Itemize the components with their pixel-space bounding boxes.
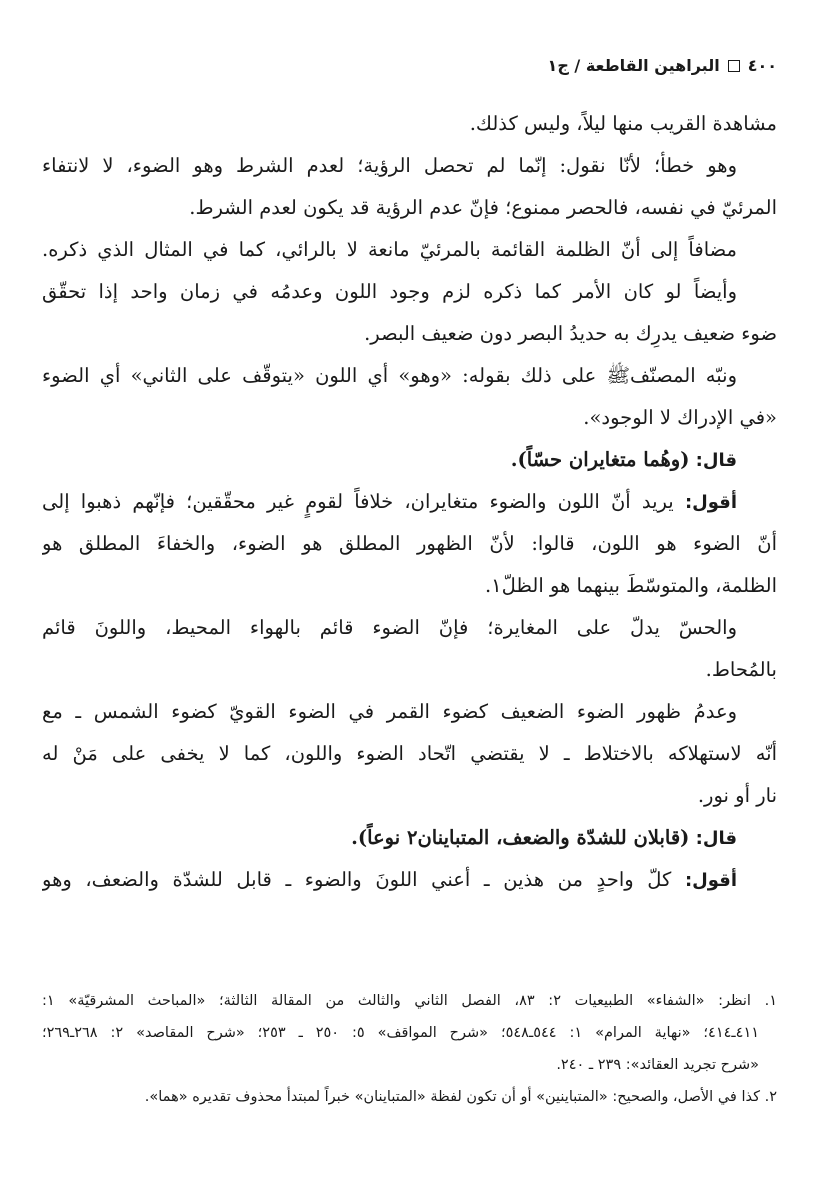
text-line: أنّ الضوء هو اللون، قالوا: لأنّ الظهور المطلق هو الضوء، والخفاءَ المطلق هو <box>42 532 777 555</box>
footnote-1-line: ١. انظر: «الشفاء» الطبيعيات ٢: ٨٣، الفصل الثاني والثالث من المقالة الثالثة؛ «المباحث المشرقيّة» ١: <box>42 993 777 1009</box>
text-line: ضوء ضعيف يدرِك به حديدُ البصر دون ضعيف البصر. <box>364 322 777 345</box>
commentary-line <box>42 481 777 523</box>
text-line: ونبّه المصنّفﷺ على ذلك بقوله: «وهو» أي اللون «يتوقّف على الثاني» أي الضوء <box>42 364 737 387</box>
commentary-text: يريد أنّ اللون والضوء متغايران، خلافاً لقومٍ غير محقّقين؛ فإنّهم ذهبوا إلى <box>42 490 674 513</box>
speaker-label: قال: <box>695 450 737 471</box>
text-line: الظلمة، والمتوسّطَ بينهما هو الظلّ١. <box>484 574 777 597</box>
speaker-label: قال: <box>695 828 737 849</box>
matn-quote: (قابلان للشدّة والضعف، المتباينان٢ نوعاً). <box>351 826 690 849</box>
footnotes <box>42 985 777 1113</box>
text-line: والحسّ يدلّ على المغايرة؛ فإنّ الضوء قائم بالهواء المحيط، واللونَ قائم <box>42 616 737 639</box>
book-title: البراهين القاطعة / ج١ <box>547 56 720 75</box>
footnote-2: ٢. كذا في الأصل، والصحيح: «المتباينين» أو أن تكون لفظة «المتباينان» خبراً لمبتدأ محذوف تقديره «هما». <box>144 1089 777 1105</box>
speaker-label: أقول: <box>684 492 738 513</box>
matn-quote: (وهُما متغايران حسّاً). <box>510 448 690 471</box>
text-line: وهو خطأ؛ لأنّا نقول: إنّما لم تحصل الرؤية؛ لعدم الشرط وهو الضوء، لا لانتفاء <box>42 154 737 177</box>
text-line: المرئيّ في نفسه، فالحصر ممنوع؛ فإنّ عدم الرؤية قد يكون لعدم الشرط. <box>189 196 777 219</box>
page-number: ٤٠٠ <box>747 56 777 75</box>
text-line: أنّه لاستهلاكه بالاختلاط ـ لا يقتضي اتّحاد الضوء واللون، كما لا يخفى على مَنْ له <box>42 742 777 765</box>
quote-line <box>42 817 777 859</box>
commentary-line <box>42 859 777 901</box>
speaker-label: أقول: <box>684 870 737 891</box>
book-page <box>42 0 777 1202</box>
text-line: «في الإدراك لا الوجود». <box>583 406 777 429</box>
text-line: بالمُحاط. <box>705 658 777 681</box>
square-separator-icon <box>728 60 740 72</box>
quote-line <box>42 439 777 481</box>
footnote-1-line: «شرح تجريد العقائد»: ٢٣٩ ـ ٢٤٠. <box>556 1057 759 1073</box>
commentary-text: كلّ واحدٍ من هذين ـ أعني اللونَ والضوء ـ قابل للشدّة والضعف، وهو <box>42 868 672 891</box>
footnote-1-line: ٤١١ـ٤١٤؛ «نهاية المرام» ١: ٥٤٤ـ٥٤٨؛ «شرح المواقف» ٥: ٢٥٠ ـ ٢٥٣؛ «شرح المقاصد» ٢: ٢٦٨ـ٢٦٩؛ <box>42 1025 760 1041</box>
main-text <box>42 103 777 901</box>
text-line: مضافاً إلى أنّ الظلمة القائمة بالمرئيّ مانعة لا بالرائي، كما في المثال الذي ذكره. <box>42 238 737 261</box>
text-line: نار أو نور. <box>697 784 777 807</box>
text-line: وعدمُ ظهور الضوء الضعيف كضوء القمر في الضوء القويّ كضوء الشمس ـ مع <box>42 700 737 723</box>
text-line: مشاهدة القريب منها ليلاً، وليس كذلك. <box>469 112 777 135</box>
running-head <box>548 56 777 75</box>
text-line: وأيضاً لو كان الأمر كما ذكره لزم وجود اللون وعدمُه في زمان واحد إذا تحقّق <box>42 280 737 303</box>
